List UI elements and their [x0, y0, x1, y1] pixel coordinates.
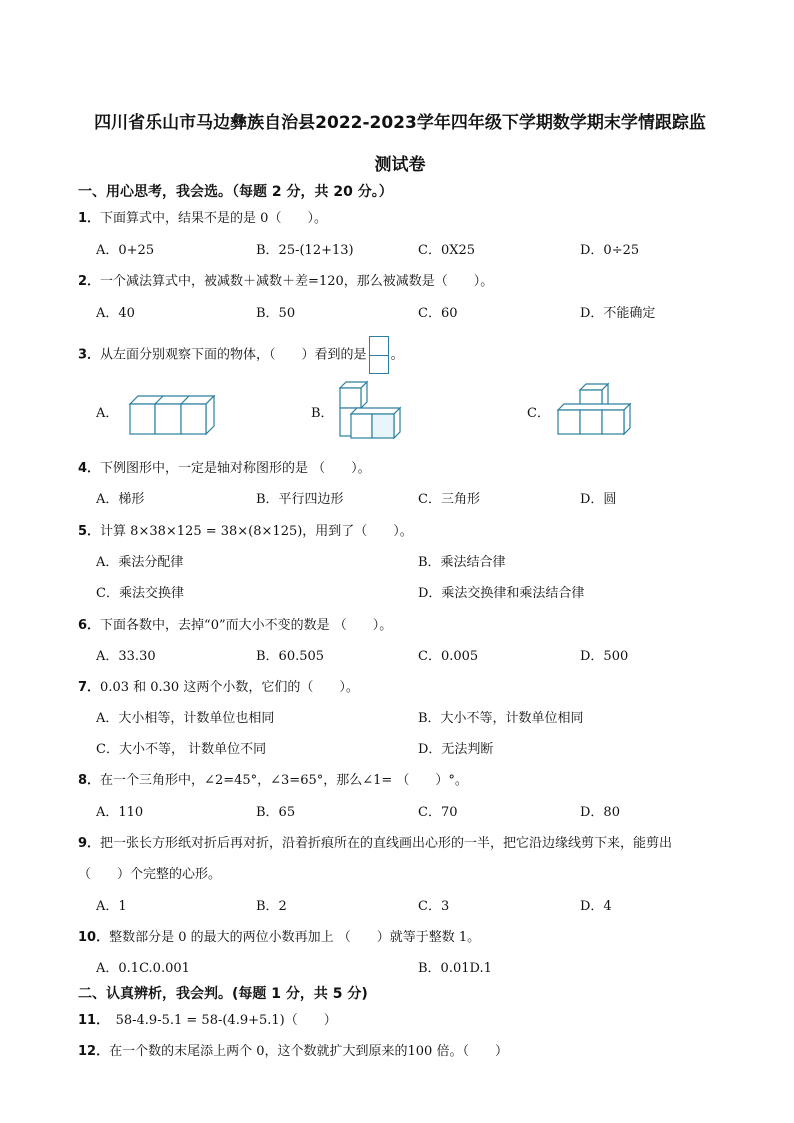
q2-option-b[interactable]: B．50 [256, 306, 296, 321]
question-9-line2: （ ）个完整的心形。 [78, 867, 222, 882]
q5-option-a[interactable]: A．乘法分配律 [96, 555, 184, 570]
q6-option-b[interactable]: B．60.505 [256, 649, 325, 664]
q1-option-b[interactable]: B．25-(12+13) [256, 243, 354, 258]
q7-option-d[interactable]: D．无法判断 [418, 742, 494, 757]
question-2: 2．一个减法算式中，被减数＋减数＋差=120，那么被减数是（ ）。 [78, 274, 494, 289]
q2-option-c[interactable]: C．60 [418, 306, 458, 321]
question-12: 12．在一个数的末尾添上两个 0，这个数就扩大到原来的100 倍。（ ） [78, 1044, 508, 1059]
q7-option-c[interactable]: C．大小不等， 计数单位不同 [96, 742, 267, 757]
q8-option-a[interactable]: A．110 [96, 805, 144, 820]
q4-option-b[interactable]: B．平行四边形 [256, 492, 344, 507]
q1-option-c[interactable]: C．0X25 [418, 243, 476, 258]
q9-option-a[interactable]: A．1 [96, 899, 127, 914]
two-stacked-squares-icon [369, 336, 389, 374]
q2-option-d[interactable]: D．不能确定 [580, 306, 656, 321]
question-8: 8．在一个三角形中，∠2=45°，∠3=65°，那么∠1= （ ）°。 [78, 773, 468, 788]
q5-option-d[interactable]: D．乘法交换律和乘法结合律 [418, 586, 585, 601]
cubes-row-of-three-icon [128, 390, 220, 436]
question-9: 9．把一张长方形纸对折后再对折，沿着折痕所在的直线画出心形的一半，把它沿边缘线剪下来，能剪出 [78, 836, 673, 851]
question-11: 11． 58-4.9-5.1 = 58-(4.9+5.1)（ ） [78, 1013, 337, 1028]
q1-option-a[interactable]: A．0+25 [96, 243, 155, 258]
q7-option-a[interactable]: A．大小相等，计数单位也相同 [96, 711, 275, 726]
q6-option-d[interactable]: D．500 [580, 649, 629, 664]
q10-option-a[interactable]: A．0.1C.0.001 [96, 961, 190, 976]
exam-title-line2: 测试卷 [374, 155, 426, 175]
q4-option-a[interactable]: A．梯形 [96, 492, 145, 507]
question-10: 10．整数部分是 0 的最大的两位小数再加上 （ ）就等于整数 1。 [78, 930, 481, 945]
q4-option-d[interactable]: D．圆 [580, 492, 617, 507]
q8-option-b[interactable]: B．65 [256, 805, 296, 820]
cubes-l-shape-icon [337, 380, 403, 440]
q7-option-b[interactable]: B．大小不等，计数单位相同 [418, 711, 584, 726]
q3-option-c[interactable]: C． [527, 406, 550, 421]
q1-option-d[interactable]: D．0÷25 [580, 243, 640, 258]
q6-option-c[interactable]: C．0.005 [418, 649, 479, 664]
question-3: 3．从左面分别观察下面的物体，（ ）看到的是 。 [78, 336, 404, 374]
question-1: 1．下面算式中，结果不是的是 0（ ）。 [78, 211, 327, 226]
q8-option-d[interactable]: D．80 [580, 805, 620, 820]
q9-option-d[interactable]: D．4 [580, 899, 612, 914]
q3-option-b[interactable]: B． [311, 406, 334, 421]
q10-option-b[interactable]: B．0.01D.1 [418, 961, 492, 976]
section-2-heading: 二、认真辨析，我会判。(每题 1 分，共 5 分) [78, 986, 368, 1002]
q3-option-a[interactable]: A． [96, 406, 119, 421]
q2-option-a[interactable]: A．40 [96, 306, 135, 321]
question-6: 6．下面各数中，去掉“0”而大小不变的数是 （ ）。 [78, 618, 393, 633]
q6-option-a[interactable]: A．33.30 [96, 649, 156, 664]
question-5: 5．计算 8×38×125 = 38×(8×125)，用到了（ ）。 [78, 524, 413, 539]
question-7: 7．0.03 和 0.30 这两个小数，它们的（ ）。 [78, 680, 359, 695]
cubes-pyramid-icon [556, 382, 632, 436]
question-4: 4．下例图形中，一定是轴对称图形的是 （ ）。 [78, 461, 371, 476]
q9-option-c[interactable]: C．3 [418, 899, 450, 914]
q5-option-c[interactable]: C．乘法交换律 [96, 586, 184, 601]
section-1-heading: 一、用心思考，我会选。（每题 2 分，共 20 分。） [78, 184, 393, 200]
q4-option-c[interactable]: C．三角形 [418, 492, 480, 507]
q9-option-b[interactable]: B．2 [256, 899, 287, 914]
exam-title-line1: 四川省乐山市马边彝族自治县2022-2023学年四年级下学期数学期末学情跟踪监 [94, 113, 706, 133]
q5-option-b[interactable]: B．乘法结合律 [418, 555, 506, 570]
q8-option-c[interactable]: C．70 [418, 805, 458, 820]
